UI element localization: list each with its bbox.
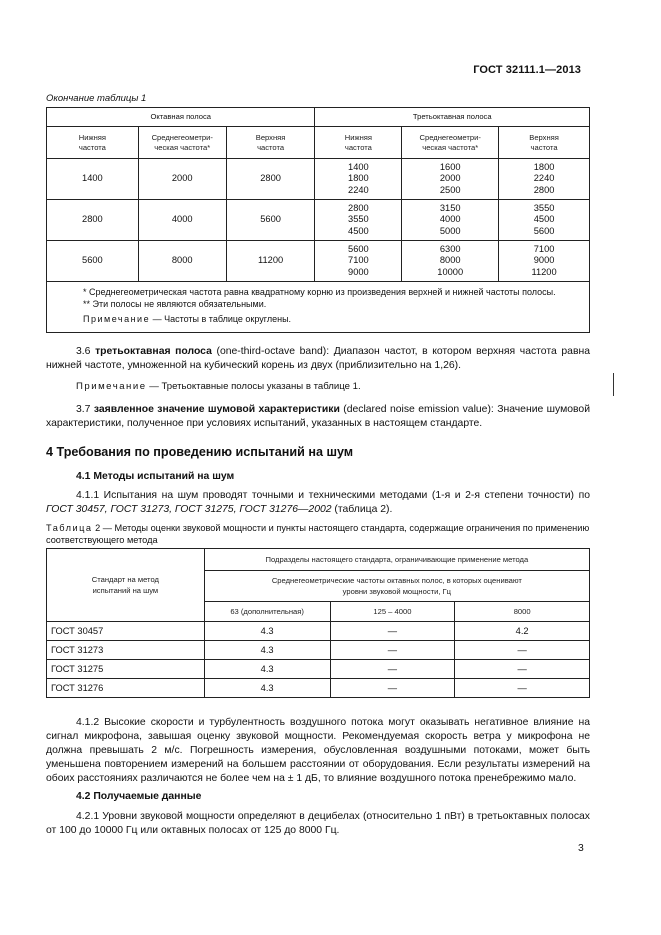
table-cell: 5600 7100 9000 (315, 241, 402, 282)
section-4-heading: 4 Требования по проведению испытаний на шум (46, 445, 354, 459)
table-cell: 4.2 (455, 622, 590, 641)
table-cell: — (330, 622, 455, 641)
section-4-1-heading: 4.1 Методы испытаний на шум (76, 471, 235, 482)
table2-methods (46, 548, 590, 698)
table-cell: ГОСТ 30457 (47, 622, 205, 641)
table-row (47, 200, 590, 241)
table-cell: 1400 1800 2240 (315, 159, 402, 200)
table1-col-third-upper: Верхняя частота (499, 127, 590, 159)
table-row (47, 660, 590, 679)
table-cell: 2000 (138, 159, 226, 200)
table1-group-third: Третьоктавная полоса (315, 108, 590, 127)
clause-4-1-2: 4.1.2 Высокие скорости и турбулентность воздушного потока могут оказывать негативное влияние на сигнал микрофона, завышая оценку звуковой мощности. Рекомендуемая скорость ветра у микрофона не должна превышать 2 м/с. Погрешность измерения, обусловленная воздушными потоками, может быть уменьшена повторением измерений на большем расстоянии от оборудования. Если результаты измерений на обоих расстояниях различаются не более чем на ± 1 дБ, то влияние воздушного потока пренебрежимо мало. (46, 717, 590, 784)
table-cell: 1400 (47, 159, 139, 200)
table1-col-octave-upper: Верхняя частота (226, 127, 315, 159)
table-cell: — (330, 641, 455, 660)
table-cell: 4.3 (204, 622, 330, 641)
section-4-2-heading: 4.2 Получаемые данные (76, 791, 202, 802)
table-cell: — (455, 660, 590, 679)
table2-group-header: Подразделы настоящего стандарта, ограничивающие применение метода (204, 549, 589, 571)
page-number: 3 (578, 843, 584, 854)
table2-caption: Таблица 2 — Методы оценки звуковой мощности и пункты настоящего стандарта, содержащие ограничения по применению соответствующего метода (46, 523, 590, 545)
table1-col-octave-center: Среднегеометри- ческая частота* (138, 127, 226, 159)
table-cell: 2800 (47, 200, 139, 241)
table-cell: ГОСТ 31273 (47, 641, 205, 660)
table2-col-125-4000: 125 – 4000 (330, 602, 455, 622)
table2-col-8000: 8000 (455, 602, 590, 622)
table-cell: 4.3 (204, 679, 330, 698)
term-declared-noise-value: заявленное значение шумовой характеристики (93, 404, 340, 415)
table1-col-third-lower: Нижняя частота (315, 127, 402, 159)
table-row (47, 159, 590, 200)
table1-col-octave-lower: Нижняя частота (47, 127, 139, 159)
table-cell: 3150 4000 5000 (402, 200, 499, 241)
table-cell: 5600 (47, 241, 139, 282)
table-cell: 4000 (138, 200, 226, 241)
table-row (47, 679, 590, 698)
table1-frequency-bands (46, 107, 590, 333)
table1-notes (47, 282, 590, 333)
table2-col-method: Стандарт на метод испытаний на шум (47, 549, 205, 622)
table-cell: 4.3 (204, 641, 330, 660)
table-cell: — (455, 679, 590, 698)
table-cell: — (455, 641, 590, 660)
table-cell: 2800 3550 4500 (315, 200, 402, 241)
note-3-6: Примечание — Третьоктавные полосы указаны в таблице 1. (76, 381, 361, 392)
table2-subgroup-header: Среднегеометрические частоты октавных полос, в которых оценивают уровни звуковой мощности, Гц (204, 571, 589, 602)
table-cell: — (330, 660, 455, 679)
table-cell: 5600 (226, 200, 315, 241)
table1-caption: Окончание таблицы 1 (46, 93, 147, 104)
table-cell: 4.3 (204, 660, 330, 679)
table1-footnote-2: ** Эти полосы не являются обязательными. (83, 298, 267, 309)
clause-4-2-1: 4.2.1 Уровни звуковой мощности определяют в децибелах (относительно 1 пВт) в третьоктавных полосах от 100 до 10000 Гц или октавных полосах от 125 до 8000 Гц. (46, 811, 590, 836)
table-cell: 6300 8000 10000 (402, 241, 499, 282)
change-bar (613, 373, 614, 396)
clause-3-6: 3.6 третьоктавная полоса (one-third-octave band): Диапазон частот, в котором верхняя частота равна нижней частоте, умноженной на кубический корень из двух (приблизительно на 1,26). (46, 346, 590, 371)
table-cell: 2800 (226, 159, 315, 200)
table-row (47, 641, 590, 660)
table-cell: — (330, 679, 455, 698)
table-cell: ГОСТ 31275 (47, 660, 205, 679)
table-cell: 7100 9000 11200 (499, 241, 590, 282)
table1-footnote-1: * Среднегеометрическая частота равна квадратному корню из произведения верхней и нижней частоты полосы. (83, 287, 556, 297)
term-third-octave-band: третьоктавная полоса (95, 346, 212, 357)
table-cell: ГОСТ 31276 (47, 679, 205, 698)
clause-3-7: 3.7 заявленное значение шумовой характеристики (declared noise emission value): Значение шумовой характеристики, полученное при условиях испытаний, указанных в настоящем стандарте. (46, 404, 590, 429)
table1-group-octave: Октавная полоса (47, 108, 315, 127)
document-header: ГОСТ 32111.1—2013 (473, 64, 581, 76)
table-row (47, 241, 590, 282)
table-cell: 1800 2240 2800 (499, 159, 590, 200)
clause-4-1-1: 4.1.1 Испытания на шум проводят точными и техническими методами (1-я и 2-я степени точности) по ГОСТ 30457, ГОСТ 31273, ГОСТ 31275, ГОСТ 31276—2002 (таблица 2). (46, 490, 590, 515)
table-cell: 8000 (138, 241, 226, 282)
referenced-standards: ГОСТ 30457, ГОСТ 31273, ГОСТ 31275, ГОСТ 31276—2002 (46, 504, 332, 515)
table2-col-63: 63 (дополнительная) (204, 602, 330, 622)
table-cell: 1600 2000 2500 (402, 159, 499, 200)
table-row (47, 622, 590, 641)
table1-note: Примечание — Частоты в таблице округлены. (83, 314, 292, 324)
table-cell: 3550 4500 5600 (499, 200, 590, 241)
table1-col-third-center: Среднегеометри- ческая частота* (402, 127, 499, 159)
table-cell: 11200 (226, 241, 315, 282)
